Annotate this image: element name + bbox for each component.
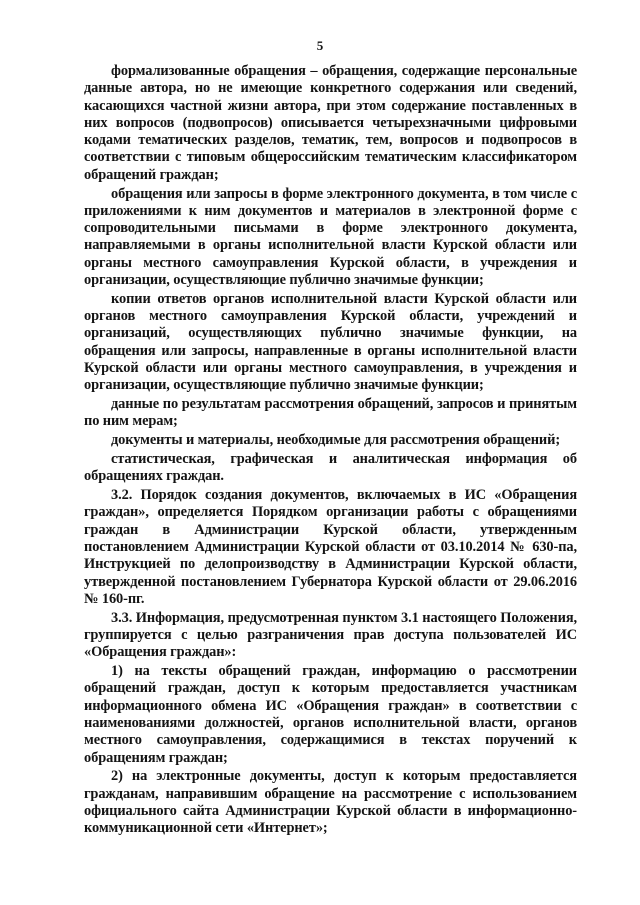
paragraph-review-results: данные по результатам рассмотрения обращений, запросов и принятым по ним мерам; (84, 396, 577, 430)
paragraph-statistical-info: статистическая, графическая и аналитическая информация об обращениях граждан. (84, 451, 577, 485)
paragraph-response-copies: копии ответов органов исполнительной власти Курской области или органов местного самоуправления Курской области, учреждений и организаций, осуществляющих публично значимые функции, на обращения или запросы, направленные в органы исполнительной власти Курской области или органы местного самоуправления, в учреждения и организации, осуществляющие публично значимые функции; (84, 290, 577, 394)
page-number: 5 (316, 38, 324, 53)
paragraph-electronic-appeals: обращения или запросы в форме электронного документа, в том числе с приложениями к ним документов и материалов в электронной форме с сопроводительными письмами в форме электронного документа, направляемыми в органы исполнительной власти Курской области или органы местного самоуправления Курской области, в учреждения и организации, осуществляющие публично значимые функции; (84, 185, 577, 289)
paragraph-section-3-2: 3.2. Порядок создания документов, включаемых в ИС «Обращения граждан», определяется Порядком организации работы с обращениями граждан в Администрации Курской области, утвержденным постановлением Администрации Курской области от 03.10.2014 № 630-па, Инструкцией по делопроизводству в Администрации Курской области, утвержденной постановлением Губернатора Курской области от 29.06.2016 № 160-пг. (84, 487, 577, 607)
paragraph-formalized-appeals: формализованные обращения – обращения, содержащие персональные данные автора, но не имеющие конкретного содержания или сведений, касающихся частной жизни автора, при этом содержание поставленных в них вопросов (подвопросов) описывается четырехзначными цифровыми кодами тематических разделов, тематик, тем, вопросов и подвопросов в соответствии с типовым общероссийским тематическим классификатором обращений граждан; (84, 63, 577, 183)
paragraph-list-item-1: 1) на тексты обращений граждан, информацию о рассмотрении обращений граждан, доступ к которым предоставляется участникам информационного обмена ИС «Обращения граждан» в соответствии с наименованиями должностей, органов исполнительной власти, органов местного самоуправления, содержащимися в текстах поручений к обращениям граждан; (84, 663, 577, 766)
document-body (84, 63, 577, 838)
paragraph-list-item-2: 2) на электронные документы, доступ к которым предоставляется гражданам, направившим обращение на рассмотрение с использованием официального сайта Администрации Курской области в информационно-коммуникационной сети «Интернет»; (84, 768, 577, 837)
paragraph-section-3-3: 3.3. Информация, предусмотренная пунктом 3.1 настоящего Положения, группируется с целью разграничения прав доступа пользователей ИС «Обращения граждан»: (84, 609, 577, 661)
paragraph-documents-materials: документы и материалы, необходимые для рассмотрения обращений; (111, 432, 561, 449)
